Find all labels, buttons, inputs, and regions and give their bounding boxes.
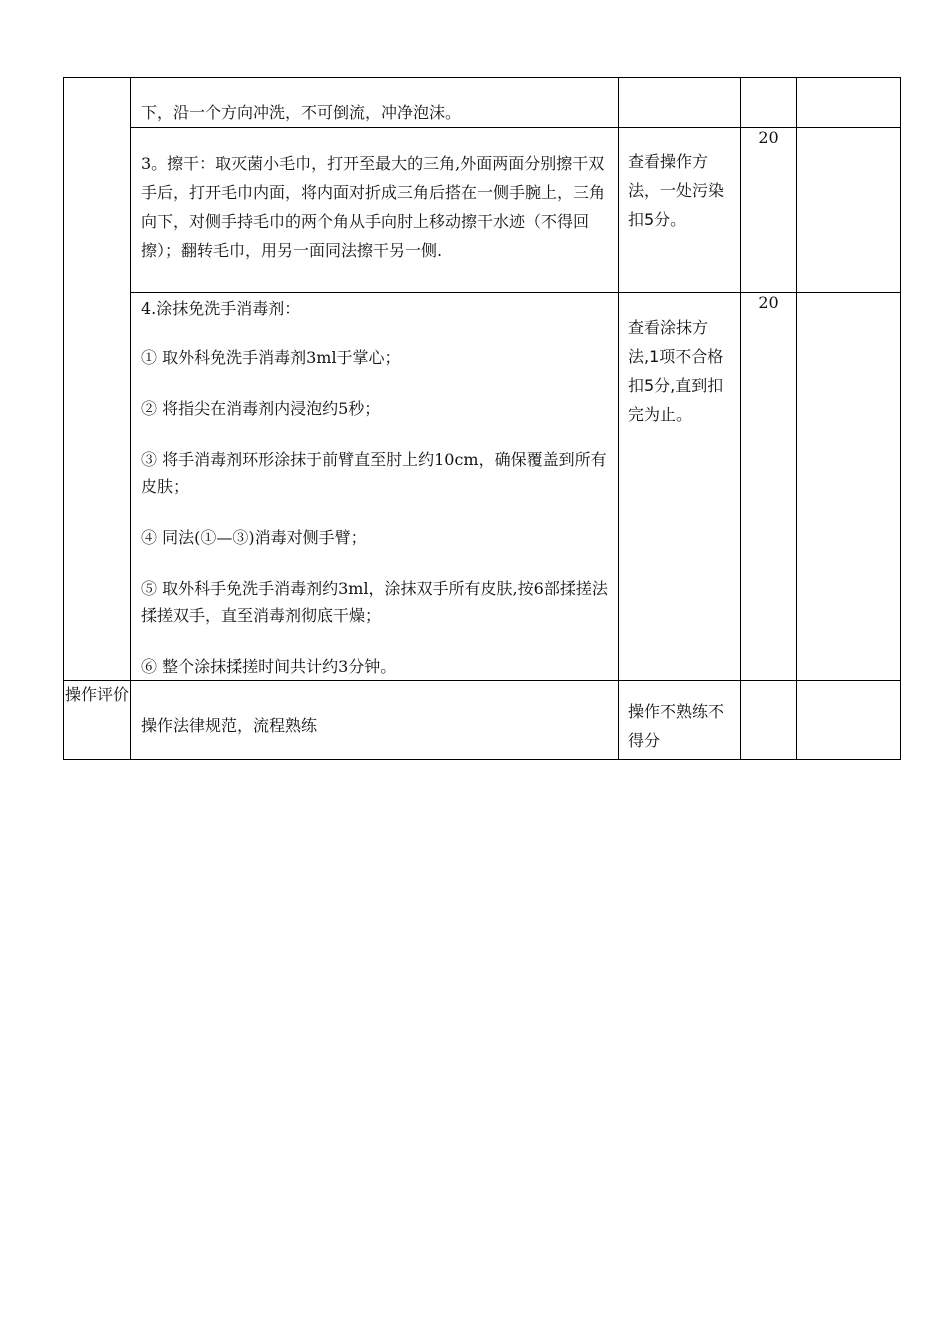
evaluation-check-text: 操作不熟练不得分 xyxy=(628,702,725,750)
content-cell xyxy=(131,681,619,760)
disinfect-step-5: ⑤ 取外科手免洗手消毒剂约3ml，涂抹双手所有皮肤,按6部揉搓法揉搓双手，直至消毒剂彻底干燥； xyxy=(141,579,608,625)
drying-text: 3。擦干：取灭菌小毛巾，打开至最大的三角,外面两面分别擦干双手后，打开毛巾内面，将内面对折成三角后搭在一侧手腕上，三角向下，对侧手持毛巾的两个角从手向肘上移动擦干水迹（不得回擦）；翻转毛巾，用另一面同法擦干另一侧. xyxy=(141,154,606,260)
drying-score: 20 xyxy=(741,128,797,293)
table-row-disinfect xyxy=(64,293,901,681)
content-cell xyxy=(131,293,619,681)
evaluation-text: 操作法律规范，流程熟练 xyxy=(141,716,318,735)
disinfect-step-4: ④ 同法(①—③)消毒对侧手臂； xyxy=(141,528,367,547)
disinfect-step-2: ② 将指尖在消毒剂内浸泡约5秒； xyxy=(141,399,381,418)
category-cell-empty xyxy=(64,78,131,681)
rinse-text: 下，沿一个方向冲洗，不可倒流，冲净泡沫。 xyxy=(141,103,462,122)
disinfect-title: 4.涂抹免洗手消毒剂： xyxy=(141,299,301,318)
disinfect-step-1: ① 取外科免洗手消毒剂3ml于掌心； xyxy=(141,348,401,367)
extra-cell xyxy=(797,128,901,293)
table-row-evaluation xyxy=(64,681,901,760)
disinfect-score: 20 xyxy=(741,293,797,681)
disinfect-check-text: 查看涂抹方法,1项不合格扣5分,直到扣完为止。 xyxy=(628,318,724,424)
check-cell xyxy=(619,681,741,760)
drying-check-text: 查看操作方法，一处污染扣5分。 xyxy=(628,152,725,229)
check-cell xyxy=(619,128,741,293)
grading-table xyxy=(63,77,901,760)
disinfect-step-6: ⑥ 整个涂抹揉搓时间共计约3分钟。 xyxy=(141,657,397,676)
content-cell xyxy=(131,78,619,128)
extra-cell xyxy=(797,681,901,760)
table-row-rinse xyxy=(64,78,901,128)
score-cell xyxy=(741,78,797,128)
extra-cell xyxy=(797,78,901,128)
evaluation-label: 操作评价 xyxy=(64,681,131,760)
table-row-drying xyxy=(64,128,901,293)
check-cell xyxy=(619,293,741,681)
disinfect-step-3: ③ 将手消毒剂环形涂抹于前臂直至肘上约10cm，确保覆盖到所有皮肤； xyxy=(141,450,607,496)
content-cell xyxy=(131,128,619,293)
evaluation-score xyxy=(741,681,797,760)
extra-cell xyxy=(797,293,901,681)
check-cell xyxy=(619,78,741,128)
